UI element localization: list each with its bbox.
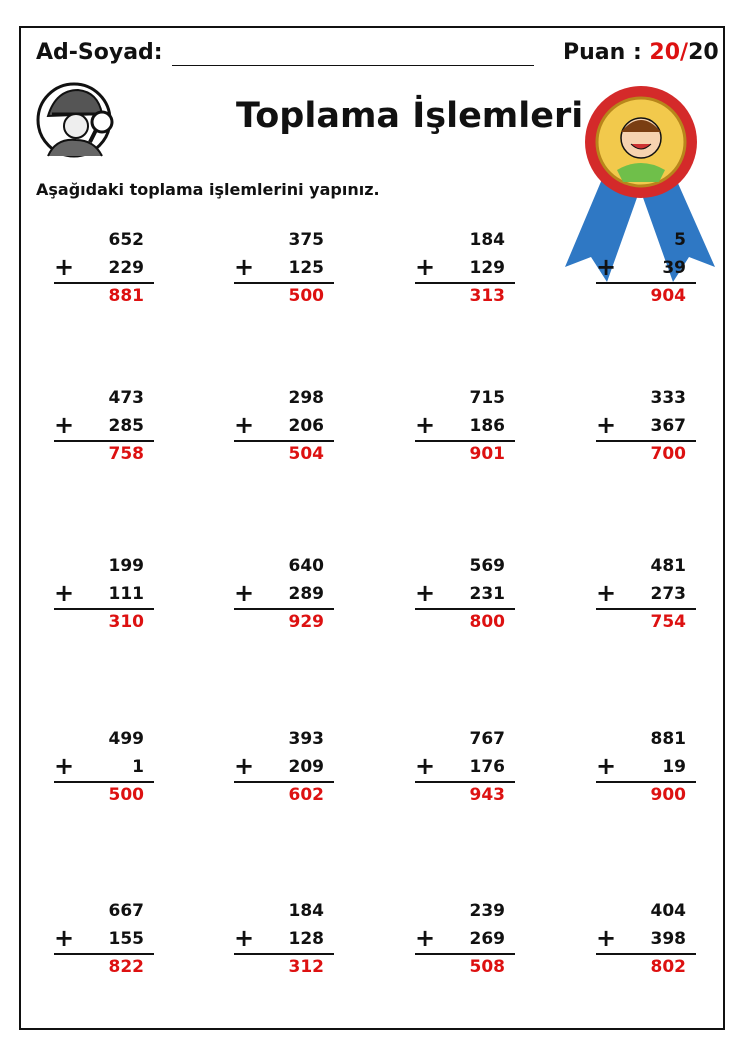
addend-top: 767 <box>469 729 505 749</box>
answer[interactable]: 310 <box>108 612 144 632</box>
answer[interactable]: 508 <box>469 957 505 977</box>
sum-line <box>54 282 154 284</box>
addition-problem <box>234 729 334 809</box>
sum-line <box>596 608 696 610</box>
addend-top: 499 <box>108 729 144 749</box>
plus-sign: + <box>54 752 75 780</box>
answer[interactable]: 900 <box>650 785 686 805</box>
answer[interactable]: 700 <box>650 444 686 464</box>
plus-sign: + <box>234 253 255 281</box>
answer[interactable]: 901 <box>469 444 505 464</box>
plus-sign: + <box>234 924 255 952</box>
addend-bottom: 176 <box>469 757 505 777</box>
addend-top: 184 <box>288 901 324 921</box>
addend-top: 333 <box>650 388 686 408</box>
plus-sign: + <box>596 752 617 780</box>
addition-problem <box>54 388 154 468</box>
addend-bottom: 289 <box>288 584 324 604</box>
plus-sign: + <box>415 752 436 780</box>
answer[interactable]: 312 <box>288 957 324 977</box>
answer[interactable]: 881 <box>108 286 144 306</box>
sum-line <box>415 282 515 284</box>
sum-line <box>415 781 515 783</box>
score-total: 20 <box>688 40 719 65</box>
name-label: Ad-Soyad: <box>36 40 163 65</box>
addend-top: 375 <box>288 230 324 250</box>
answer[interactable]: 822 <box>108 957 144 977</box>
name-input-line[interactable] <box>172 65 534 66</box>
addition-problem <box>234 556 334 636</box>
answer[interactable]: 504 <box>288 444 324 464</box>
page-title: Toplama İşlemleri <box>236 96 584 136</box>
plus-sign: + <box>234 411 255 439</box>
sum-line <box>54 781 154 783</box>
addition-problem <box>54 230 154 310</box>
addition-problem <box>415 556 515 636</box>
addend-bottom: 186 <box>469 416 505 436</box>
addition-problem <box>596 388 696 468</box>
addend-top: 481 <box>650 556 686 576</box>
addend-top: 667 <box>108 901 144 921</box>
sum-line <box>596 953 696 955</box>
plus-sign: + <box>596 411 617 439</box>
addition-problem <box>234 230 334 310</box>
addition-problem <box>596 230 696 310</box>
answer[interactable]: 754 <box>650 612 686 632</box>
addend-top: 881 <box>650 729 686 749</box>
addend-bottom: 155 <box>108 929 144 949</box>
plus-sign: + <box>415 579 436 607</box>
sum-line <box>415 440 515 442</box>
addend-top: 404 <box>650 901 686 921</box>
addend-top: 473 <box>108 388 144 408</box>
sum-line <box>234 282 334 284</box>
addend-bottom: 269 <box>469 929 505 949</box>
addend-top: 184 <box>469 230 505 250</box>
answer[interactable]: 929 <box>288 612 324 632</box>
score-value: 20 <box>649 40 681 65</box>
addend-top: 652 <box>108 230 144 250</box>
answer[interactable]: 758 <box>108 444 144 464</box>
addition-problem <box>54 556 154 636</box>
addend-top: 640 <box>288 556 324 576</box>
addition-problem <box>415 901 515 981</box>
addition-problem <box>54 901 154 981</box>
answer[interactable]: 500 <box>288 286 324 306</box>
plus-sign: + <box>54 411 75 439</box>
addition-problem <box>54 729 154 809</box>
addend-bottom: 209 <box>288 757 324 777</box>
addend-bottom: 1 <box>132 757 144 777</box>
addition-problem <box>596 729 696 809</box>
sum-line <box>596 440 696 442</box>
addition-problem <box>415 729 515 809</box>
addition-problem <box>596 901 696 981</box>
sum-line <box>415 953 515 955</box>
addend-bottom: 206 <box>288 416 324 436</box>
answer[interactable]: 802 <box>650 957 686 977</box>
answer[interactable]: 800 <box>469 612 505 632</box>
addend-top: 715 <box>469 388 505 408</box>
plus-sign: + <box>415 253 436 281</box>
addition-problem <box>596 556 696 636</box>
sum-line <box>596 282 696 284</box>
sum-line <box>234 440 334 442</box>
sum-line <box>234 781 334 783</box>
plus-sign: + <box>415 411 436 439</box>
addend-bottom: 398 <box>650 929 686 949</box>
sum-line <box>234 608 334 610</box>
plus-sign: + <box>596 253 617 281</box>
answer[interactable]: 943 <box>469 785 505 805</box>
instruction-text: Aşağıdaki toplama işlemlerini yapınız. <box>36 180 380 199</box>
score-label: Puan : <box>563 40 650 65</box>
plus-sign: + <box>54 253 75 281</box>
plus-sign: + <box>596 924 617 952</box>
addition-problem <box>234 388 334 468</box>
addend-bottom: 285 <box>108 416 144 436</box>
addend-bottom: 367 <box>650 416 686 436</box>
sum-line <box>415 608 515 610</box>
plus-sign: + <box>415 924 436 952</box>
plus-sign: + <box>54 579 75 607</box>
plus-sign: + <box>234 752 255 780</box>
sum-line <box>54 440 154 442</box>
addend-bottom: 128 <box>288 929 324 949</box>
addend-bottom: 273 <box>650 584 686 604</box>
addend-bottom: 39 <box>662 258 686 278</box>
addend-bottom: 229 <box>108 258 144 278</box>
score <box>563 40 719 65</box>
addend-top: 5 <box>674 230 686 250</box>
score-separator: / <box>680 40 689 65</box>
plus-sign: + <box>234 579 255 607</box>
addend-bottom: 19 <box>662 757 686 777</box>
sum-line <box>54 608 154 610</box>
addend-top: 239 <box>469 901 505 921</box>
addend-bottom: 129 <box>469 258 505 278</box>
sum-line <box>54 953 154 955</box>
addition-problem <box>415 230 515 310</box>
addition-problem <box>234 901 334 981</box>
addend-bottom: 111 <box>108 584 144 604</box>
detective-with-magnifier-icon <box>36 82 126 158</box>
sum-line <box>596 781 696 783</box>
answer[interactable]: 904 <box>650 286 686 306</box>
addend-top: 298 <box>288 388 324 408</box>
addend-bottom: 125 <box>288 258 324 278</box>
answer[interactable]: 313 <box>469 286 505 306</box>
addend-bottom: 231 <box>469 584 505 604</box>
addend-top: 569 <box>469 556 505 576</box>
addition-problem <box>415 388 515 468</box>
answer[interactable]: 602 <box>288 785 324 805</box>
plus-sign: + <box>54 924 75 952</box>
plus-sign: + <box>596 579 617 607</box>
addend-top: 199 <box>108 556 144 576</box>
addend-top: 393 <box>288 729 324 749</box>
sum-line <box>234 953 334 955</box>
answer[interactable]: 500 <box>108 785 144 805</box>
